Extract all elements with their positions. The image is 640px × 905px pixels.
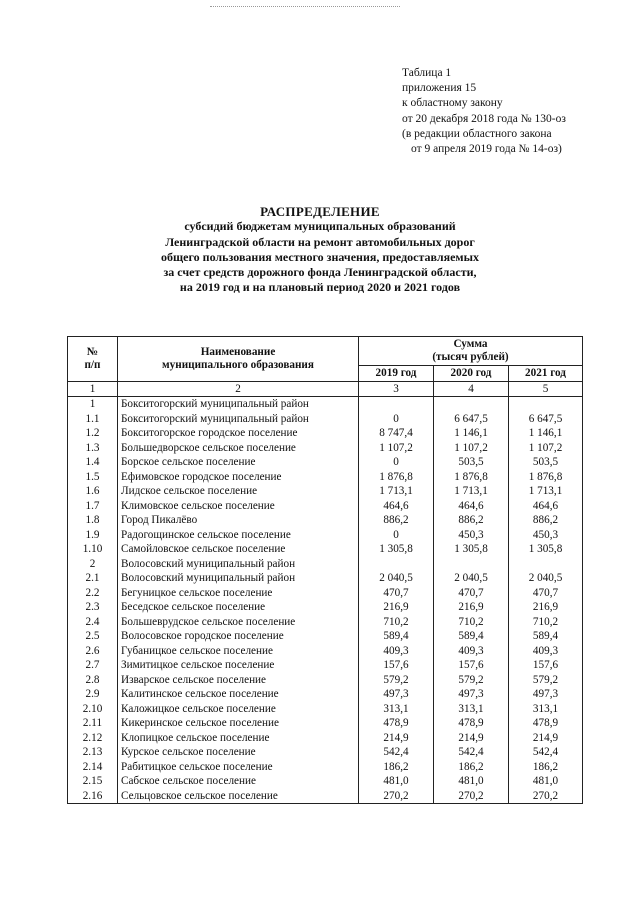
- table-row: [68, 629, 583, 644]
- header-year-2021: 2021 год: [509, 366, 583, 382]
- attachment-note: [402, 66, 566, 157]
- title-line: на 2019 год и на плановый период 2020 и 2021 годов: [179, 280, 461, 295]
- header-sum: Сумма (тысяч рублей): [359, 337, 583, 366]
- row-number: 2.11: [68, 716, 118, 731]
- row-municipality-name: Борское сельское поселение: [118, 455, 359, 470]
- row-municipality-name: Сабское сельское поселение: [118, 774, 359, 789]
- row-number: 2.2: [68, 586, 118, 601]
- row-value-2020: 157,6: [434, 658, 509, 673]
- table-row: [68, 528, 583, 543]
- table-row: [68, 571, 583, 586]
- row-municipality-name: Изварское сельское поселение: [118, 673, 359, 688]
- row-number: 2.3: [68, 600, 118, 615]
- row-value-2021: 1 305,8: [509, 542, 583, 557]
- row-value-2019: 886,2: [359, 513, 434, 528]
- table-row: [68, 426, 583, 441]
- row-value-2021: 157,6: [509, 658, 583, 673]
- row-number: 2.6: [68, 644, 118, 659]
- row-value-2021: 214,9: [509, 731, 583, 746]
- row-value-2021: 464,6: [509, 499, 583, 514]
- row-municipality-name: Бокситогорское городское поселение: [118, 426, 359, 441]
- row-municipality-name: Курское сельское поселение: [118, 745, 359, 760]
- row-value-2020: 1 305,8: [434, 542, 509, 557]
- row-value-2021: 1 876,8: [509, 470, 583, 485]
- row-value-2020: [434, 397, 509, 412]
- row-number: 1.7: [68, 499, 118, 514]
- row-value-2021: 1 146,1: [509, 426, 583, 441]
- row-number: 1.9: [68, 528, 118, 543]
- attachment-line: к областному закону: [402, 97, 503, 110]
- row-value-2019: 214,9: [359, 731, 434, 746]
- row-number: 1.3: [68, 441, 118, 456]
- column-index: 2: [118, 381, 359, 397]
- row-number: 2.13: [68, 745, 118, 760]
- row-municipality-name: Калитинское сельское поселение: [118, 687, 359, 702]
- row-municipality-name: Волосовский муниципальный район: [118, 571, 359, 586]
- table-row: [68, 789, 583, 804]
- row-value-2021: 503,5: [509, 455, 583, 470]
- header-num: № п/п: [68, 337, 118, 382]
- row-value-2020: 464,6: [434, 499, 509, 514]
- row-value-2019: 1 876,8: [359, 470, 434, 485]
- row-number: 2.4: [68, 615, 118, 630]
- row-value-2021: 542,4: [509, 745, 583, 760]
- row-municipality-name: Бокситогорский муниципальный район: [118, 412, 359, 427]
- table-row: [68, 586, 583, 601]
- column-index: 5: [509, 381, 583, 397]
- subsidy-table: [67, 336, 583, 804]
- column-index-row: [68, 381, 583, 397]
- row-value-2021: [509, 397, 583, 412]
- row-value-2019: 1 305,8: [359, 542, 434, 557]
- row-number: 2.15: [68, 774, 118, 789]
- table-row: [68, 716, 583, 731]
- row-value-2020: 710,2: [434, 615, 509, 630]
- table-row: [68, 615, 583, 630]
- row-value-2019: 1 713,1: [359, 484, 434, 499]
- table-row: [68, 673, 583, 688]
- row-value-2020: 542,4: [434, 745, 509, 760]
- document-title: [60, 204, 580, 296]
- table-row: [68, 687, 583, 702]
- row-number: 2: [68, 557, 118, 572]
- row-municipality-name: Большедворское сельское поселение: [118, 441, 359, 456]
- row-value-2019: 2 040,5: [359, 571, 434, 586]
- table-row: [68, 455, 583, 470]
- row-municipality-name: Климовское сельское поселение: [118, 499, 359, 514]
- row-value-2020: 186,2: [434, 760, 509, 775]
- row-value-2021: 270,2: [509, 789, 583, 804]
- row-value-2019: 0: [359, 455, 434, 470]
- row-value-2021: 216,9: [509, 600, 583, 615]
- row-value-2020: 470,7: [434, 586, 509, 601]
- row-municipality-name: Город Пикалёво: [118, 513, 359, 528]
- row-municipality-name: Беседское сельское поселение: [118, 600, 359, 615]
- attachment-line: от 20 декабря 2018 года № 130-оз: [402, 112, 566, 125]
- row-number: 1.6: [68, 484, 118, 499]
- row-value-2020: 270,2: [434, 789, 509, 804]
- table-row: [68, 484, 583, 499]
- row-municipality-name: Сельцовское сельское поселение: [118, 789, 359, 804]
- row-value-2019: 464,6: [359, 499, 434, 514]
- row-value-2019: 0: [359, 412, 434, 427]
- row-value-2021: 1 107,2: [509, 441, 583, 456]
- row-value-2020: 6 647,5: [434, 412, 509, 427]
- column-index: 3: [359, 381, 434, 397]
- table-row: [68, 731, 583, 746]
- row-value-2019: 0: [359, 528, 434, 543]
- row-value-2020: 216,9: [434, 600, 509, 615]
- row-value-2019: 497,3: [359, 687, 434, 702]
- row-value-2021: 579,2: [509, 673, 583, 688]
- table-row: [68, 513, 583, 528]
- row-municipality-name: Бокситогорский муниципальный район: [118, 397, 359, 412]
- row-number: 2.7: [68, 658, 118, 673]
- table-row: [68, 412, 583, 427]
- header-year-2020: 2020 год: [434, 366, 509, 382]
- row-value-2020: 409,3: [434, 644, 509, 659]
- title-line: за счет средств дорожного фонда Ленинградской области,: [163, 265, 477, 280]
- row-municipality-name: Губаницкое сельское поселение: [118, 644, 359, 659]
- row-municipality-name: Волосовское городское поселение: [118, 629, 359, 644]
- row-value-2019: 157,6: [359, 658, 434, 673]
- row-value-2021: 470,7: [509, 586, 583, 601]
- row-municipality-name: Кикеринское сельское поселение: [118, 716, 359, 731]
- attachment-line: приложения 15: [402, 82, 477, 95]
- row-value-2019: 710,2: [359, 615, 434, 630]
- row-municipality-name: Клопицкое сельское поселение: [118, 731, 359, 746]
- row-value-2021: 409,3: [509, 644, 583, 659]
- row-value-2019: 313,1: [359, 702, 434, 717]
- row-value-2020: 481,0: [434, 774, 509, 789]
- row-number: 2.14: [68, 760, 118, 775]
- row-value-2020: 1 107,2: [434, 441, 509, 456]
- row-value-2020: 503,5: [434, 455, 509, 470]
- row-value-2019: 270,2: [359, 789, 434, 804]
- row-municipality-name: Каложицкое сельское поселение: [118, 702, 359, 717]
- attachment-line: Таблица 1: [402, 67, 452, 79]
- row-municipality-name: Волосовский муниципальный район: [118, 557, 359, 572]
- row-value-2020: [434, 557, 509, 572]
- table-row: [68, 557, 583, 572]
- row-value-2020: 886,2: [434, 513, 509, 528]
- row-value-2021: 478,9: [509, 716, 583, 731]
- row-value-2019: 478,9: [359, 716, 434, 731]
- row-value-2021: 589,4: [509, 629, 583, 644]
- table-row: [68, 658, 583, 673]
- row-number: 1.1: [68, 412, 118, 427]
- row-value-2020: 214,9: [434, 731, 509, 746]
- table-row: [68, 397, 583, 412]
- row-value-2019: 579,2: [359, 673, 434, 688]
- row-number: 2.1: [68, 571, 118, 586]
- title-main: РАСПРЕДЕЛЕНИЕ: [260, 204, 380, 219]
- header-year-2019: 2019 год: [359, 366, 434, 382]
- row-municipality-name: Радогощинское сельское поселение: [118, 528, 359, 543]
- column-index: 1: [68, 381, 118, 397]
- row-value-2019: 186,2: [359, 760, 434, 775]
- row-value-2021: 2 040,5: [509, 571, 583, 586]
- scan-top-marks: [210, 6, 400, 7]
- table-row: [68, 702, 583, 717]
- row-value-2020: 589,4: [434, 629, 509, 644]
- header-name: Наименование муниципального образования: [118, 337, 359, 382]
- table-row: [68, 745, 583, 760]
- row-number: 2.12: [68, 731, 118, 746]
- row-municipality-name: Бегуницкое сельское поселение: [118, 586, 359, 601]
- row-value-2020: 2 040,5: [434, 571, 509, 586]
- row-value-2021: 497,3: [509, 687, 583, 702]
- row-number: 2.5: [68, 629, 118, 644]
- row-number: 1.5: [68, 470, 118, 485]
- row-number: 2.9: [68, 687, 118, 702]
- row-value-2020: 1 146,1: [434, 426, 509, 441]
- row-value-2019: 216,9: [359, 600, 434, 615]
- table-row: [68, 499, 583, 514]
- row-value-2021: 450,3: [509, 528, 583, 543]
- row-municipality-name: Лидское сельское поселение: [118, 484, 359, 499]
- table-row: [68, 542, 583, 557]
- row-value-2019: 542,4: [359, 745, 434, 760]
- attachment-line: (в редакции областного закона: [402, 127, 552, 140]
- row-value-2021: 710,2: [509, 615, 583, 630]
- row-value-2020: 313,1: [434, 702, 509, 717]
- row-value-2019: 589,4: [359, 629, 434, 644]
- row-municipality-name: Зимитицкое сельское поселение: [118, 658, 359, 673]
- row-value-2019: 481,0: [359, 774, 434, 789]
- table-body: [68, 397, 583, 804]
- table-row: [68, 600, 583, 615]
- title-line: субсидий бюджетам муниципальных образований: [184, 219, 456, 234]
- row-value-2021: 186,2: [509, 760, 583, 775]
- row-municipality-name: Самойловское сельское поселение: [118, 542, 359, 557]
- row-value-2019: [359, 397, 434, 412]
- row-value-2021: 6 647,5: [509, 412, 583, 427]
- title-line: Ленинградской области на ремонт автомобильных дорог: [165, 234, 475, 249]
- row-value-2019: 470,7: [359, 586, 434, 601]
- attachment-line: от 9 апреля 2019 года № 14-оз): [411, 143, 562, 156]
- table-row: [68, 470, 583, 485]
- row-number: 1.2: [68, 426, 118, 441]
- table-row: [68, 774, 583, 789]
- row-number: 2.16: [68, 789, 118, 804]
- row-number: 1: [68, 397, 118, 412]
- title-line: общего пользования местного значения, предоставляемых: [161, 249, 479, 264]
- row-value-2019: [359, 557, 434, 572]
- row-value-2021: 1 713,1: [509, 484, 583, 499]
- row-value-2021: [509, 557, 583, 572]
- row-number: 1.4: [68, 455, 118, 470]
- table-row: [68, 441, 583, 456]
- row-number: 2.10: [68, 702, 118, 717]
- row-value-2021: 886,2: [509, 513, 583, 528]
- row-value-2021: 313,1: [509, 702, 583, 717]
- row-value-2020: 478,9: [434, 716, 509, 731]
- row-municipality-name: Рабитицкое сельское поселение: [118, 760, 359, 775]
- row-number: 1.10: [68, 542, 118, 557]
- row-municipality-name: Ефимовское городское поселение: [118, 470, 359, 485]
- row-value-2020: 579,2: [434, 673, 509, 688]
- row-value-2019: 8 747,4: [359, 426, 434, 441]
- row-number: 2.8: [68, 673, 118, 688]
- row-number: 1.8: [68, 513, 118, 528]
- row-value-2020: 450,3: [434, 528, 509, 543]
- row-value-2021: 481,0: [509, 774, 583, 789]
- table-row: [68, 644, 583, 659]
- row-value-2019: 1 107,2: [359, 441, 434, 456]
- column-index: 4: [434, 381, 509, 397]
- row-municipality-name: Большеврудское сельское поселение: [118, 615, 359, 630]
- row-value-2020: 1 713,1: [434, 484, 509, 499]
- table-row: [68, 760, 583, 775]
- row-value-2020: 1 876,8: [434, 470, 509, 485]
- row-value-2019: 409,3: [359, 644, 434, 659]
- row-value-2020: 497,3: [434, 687, 509, 702]
